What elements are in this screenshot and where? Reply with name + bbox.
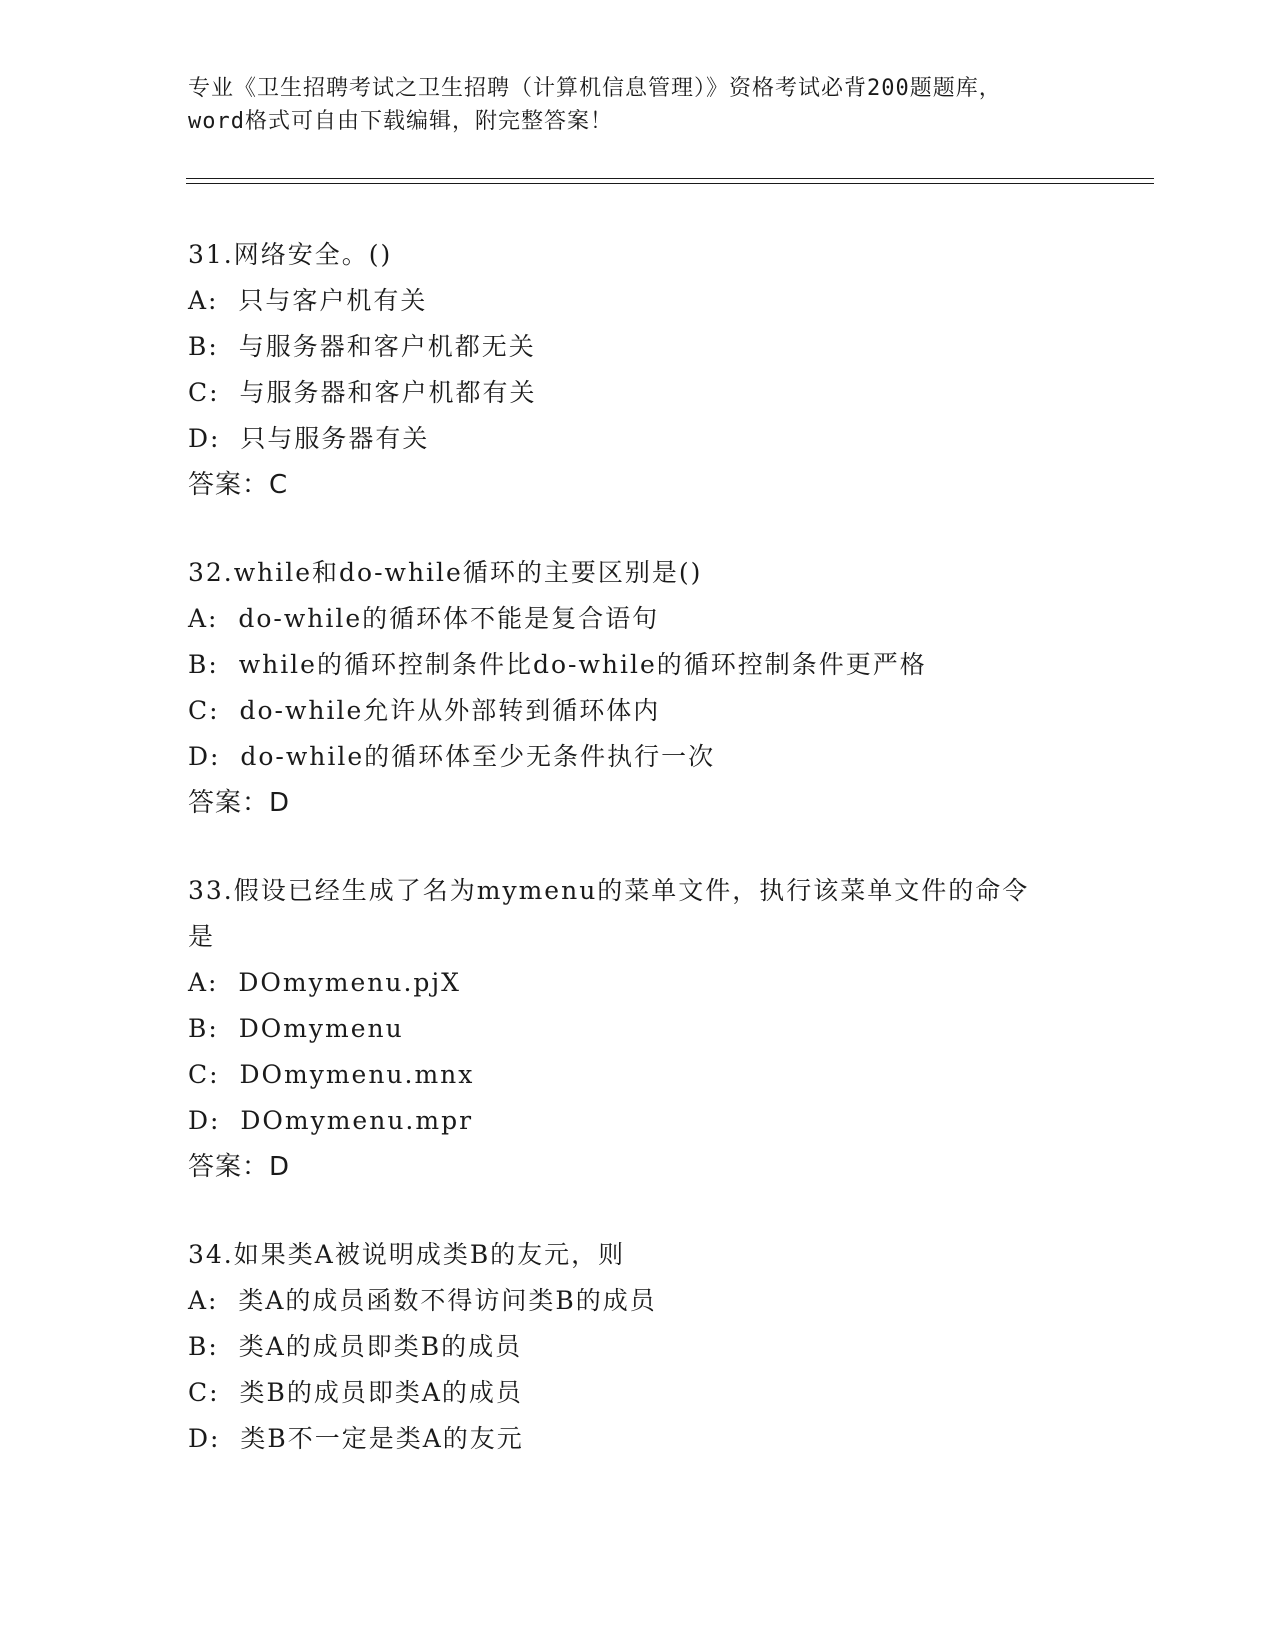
question-34 <box>188 1232 1088 1462</box>
header-divider-bottom <box>186 183 1154 184</box>
option-c: C: do-while允许从外部转到循环体内 <box>188 696 661 725</box>
question-stem: 32.while和do-while循环的主要区别是() <box>188 558 703 587</box>
header-line-1: 专业《卫生招聘考试之卫生招聘（计算机信息管理）》资格考试必背200题题库， <box>188 76 1002 101</box>
question-stem: 33.假设已经生成了名为mymenu的菜单文件，执行该菜单文件的命令是 <box>188 876 1030 951</box>
header-divider-top <box>186 178 1154 179</box>
header-line-2: word格式可自由下载编辑，附完整答案！ <box>188 109 613 134</box>
option-a: A: do-while的循环体不能是复合语句 <box>188 604 660 633</box>
question-33 <box>188 868 1088 1190</box>
question-stem: 34.如果类A被说明成类B的友元，则 <box>188 1240 626 1269</box>
document-header <box>188 72 1088 138</box>
option-c: C: 类B的成员即类A的成员 <box>188 1378 523 1407</box>
option-d: D: DOmymenu.mpr <box>188 1106 474 1135</box>
option-b: B: 与服务器和客户机都无关 <box>188 332 536 361</box>
option-d: D: do-while的循环体至少无条件执行一次 <box>188 742 716 771</box>
option-c: C: DOmymenu.mnx <box>188 1060 475 1089</box>
question-list <box>188 232 1088 1504</box>
answer-label: 答案：D <box>188 1152 291 1182</box>
question-32 <box>188 550 1088 826</box>
answer-label: 答案：C <box>188 470 289 500</box>
option-b: B: 类A的成员即类B的成员 <box>188 1332 523 1361</box>
option-a: A: 类A的成员函数不得访问类B的成员 <box>188 1286 657 1315</box>
option-c: C: 与服务器和客户机都有关 <box>188 378 537 407</box>
option-d: D: 只与服务器有关 <box>188 424 430 453</box>
option-d: D: 类B不一定是类A的友元 <box>188 1424 524 1453</box>
option-a: A: 只与客户机有关 <box>188 286 428 315</box>
question-31 <box>188 232 1088 508</box>
answer-label: 答案：D <box>188 788 291 818</box>
question-stem: 31.网络安全。() <box>188 240 393 269</box>
option-a: A: DOmymenu.pjX <box>188 968 461 997</box>
option-b: B: DOmymenu <box>188 1014 404 1043</box>
option-b: B: while的循环控制条件比do-while的循环控制条件更严格 <box>188 650 927 679</box>
